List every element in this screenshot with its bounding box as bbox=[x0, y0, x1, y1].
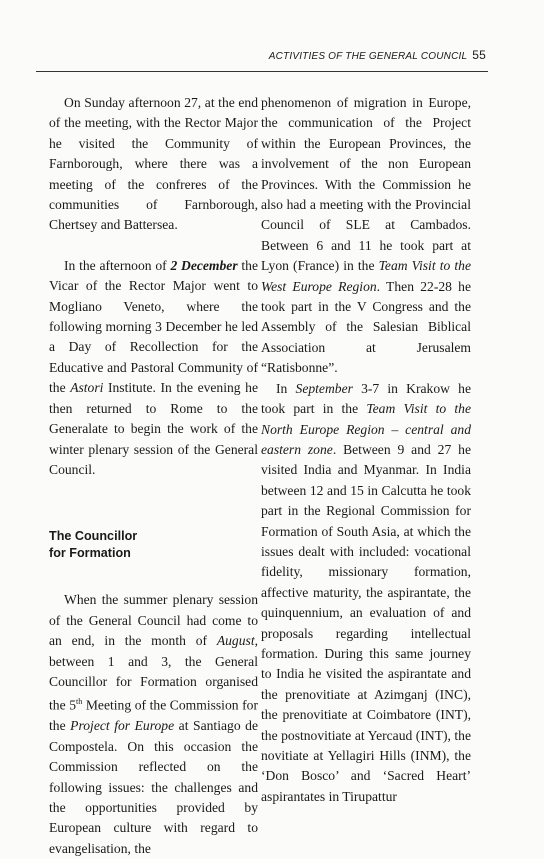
header-rule bbox=[36, 71, 488, 72]
running-title: ACTIVITIES OF THE GENERAL COUNCIL bbox=[268, 51, 468, 62]
paragraph: In September 3-7 in Krakow he took part in the Team Visit to the North Europe Region – central and eastern zone. Between 9 and 27 he visited India and Myanmar. In India between 12 and 15 in Calcutta he took part in the Regional Commission for Formation of South Asia, at which the issues dealt with included: vocational fidelity, missionary formation, affective maturity, the aspirantate, the quinquennium, an evaluation of and proposals regarding intellectual formation. During this same journey to India he visited the aspirantate and the prenovitiate at Azimganj (INC), the prenovitiate at Coimbatore (INT), the postnovitiate at Yercaud (INT), the novitiate at Yellagiri Hills (INM), the ‘Don Bosco’ and ‘Sacred Heart’ aspirantates in Tirupattur bbox=[261, 380, 471, 804]
right-column bbox=[261, 93, 471, 807]
page-number: 55 bbox=[472, 48, 486, 62]
running-header bbox=[36, 48, 486, 62]
left-column bbox=[49, 93, 258, 859]
emphasis-date: 2 December bbox=[170, 257, 238, 273]
paragraph: When the summer plenary session of the General Council had come to an end, in the month of August, between 1 and 3, the General Councillor for Formation organised the 5th Meeting of the Commission for the Project for Europe at Santiago de Compostela. On this occasion the Commission reflected on the following issues: the challenges and the opportunities provided by European culture with regard to evangelisation, the bbox=[49, 592, 258, 856]
paragraph: In the afternoon of 2 December the Vicar of the Rector Major went to Mogliano Veneto, where the following morning 3 December he led a Day of Recollection for the Educative and Pastoral Community of the Astori Institute. In the evening he then returned to Rome to the Generalate to begin the work of the winter plenary session of the General Council. bbox=[49, 257, 259, 477]
section-heading: The Councillor for Formation bbox=[49, 529, 138, 561]
paragraph: phenomenon of migration in Europe, the communication of the Project within the European Provinces, the involvement of the non European Provinces. With the Commission he also had a meeting with the Provincial Council of SLE at Cambados. Between 6 and 11 he took part at Lyon (France) in the Team Visit to the West Europe Region. Then 22-28 he took part in the V Congress and the Assembly of the Salesian Biblical Association at Jerusalem “Ratisbonne”. bbox=[261, 95, 471, 376]
paragraph: On Sunday afternoon 27, at the end of the meeting, with the Rector Major he visited the Community of Farnborough, where there was a meeting of the confreres of the communities of Farnborough, Chertsey and Battersea. bbox=[49, 95, 258, 233]
